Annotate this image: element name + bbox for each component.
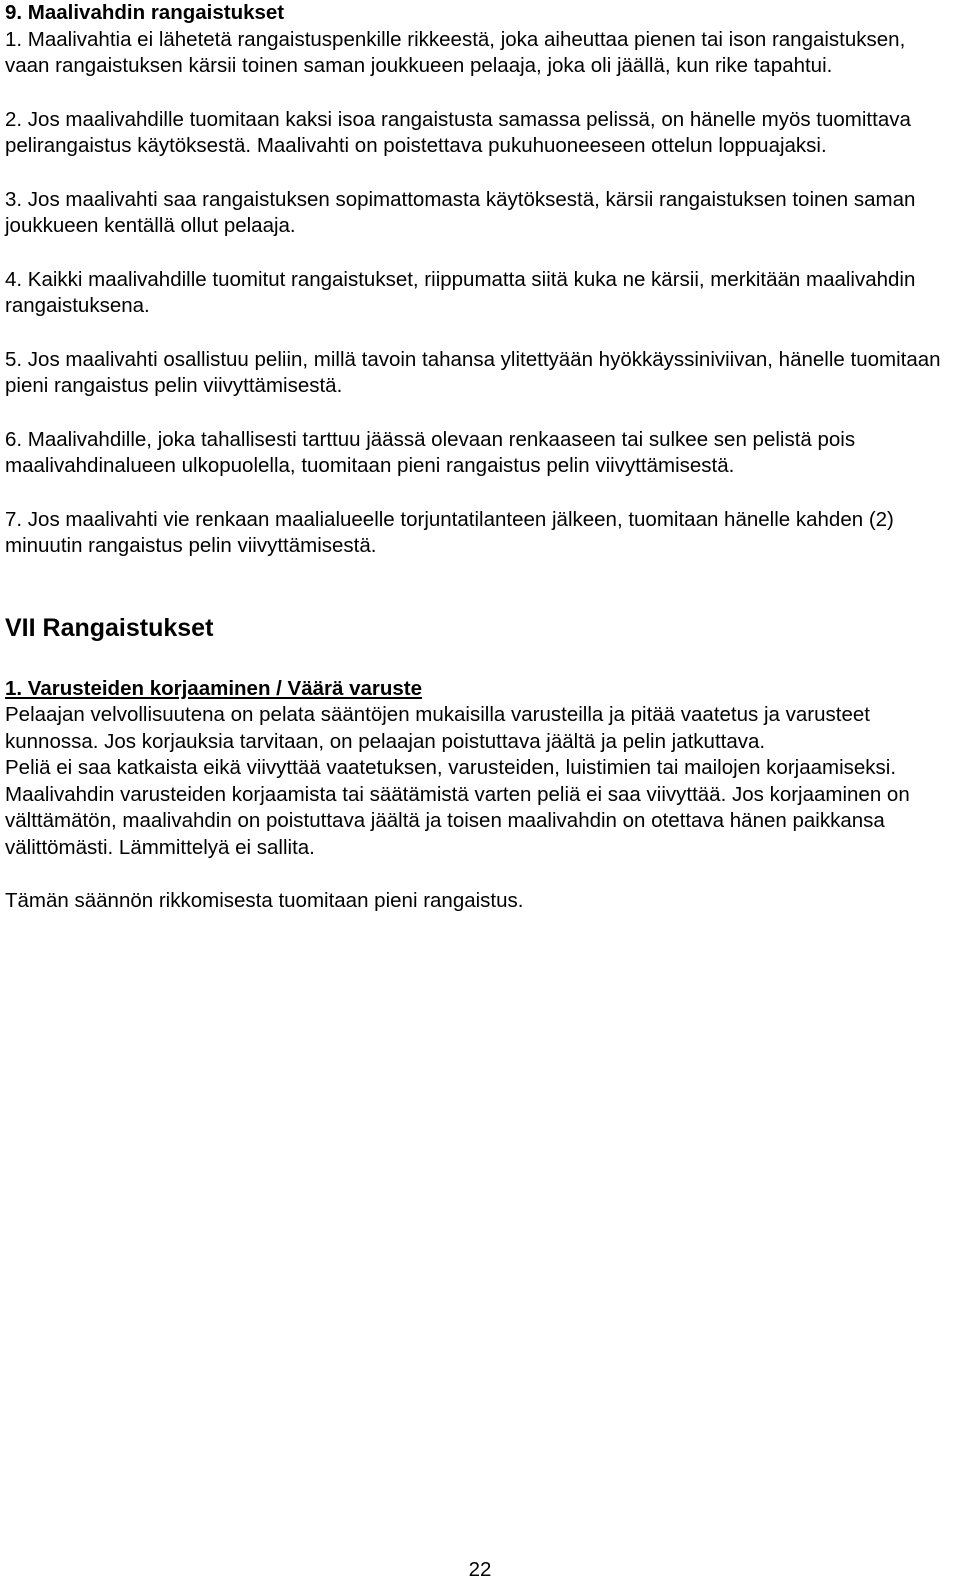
rule-item-2: 2. Jos maalivahdille tuomitaan kaksi isoa rangaistusta samassa pelissä, on hänelle myös tuomittava pelirangaistus käytöksestä. Maalivahti on poistettava pukuhuoneeseen ottelun loppuajaksi. <box>5 107 911 157</box>
paragraph-2: Peliä ei saa katkaista eikä viivyttää vaatetuksen, varusteiden, luistimien tai mailojen korjaamiseksi. <box>5 756 897 779</box>
document-page <box>5 0 955 915</box>
paragraph-3: Maalivahdin varusteiden korjaamista tai säätämistä varten peliä ei saa viivyttää. Jos korjaaminen on välttämätön, maalivahdin on poistuttava jäältä ja toisen maalivahdin on otettava hänen paikkansa välittömästi. Lämmittelyä ei sallita. <box>5 782 910 859</box>
rule-item-7: 7. Jos maalivahti vie renkaan maalialueelle torjuntatilanteen jälkeen, tuomitaan hänelle kahden (2) minuutin rangaistus pelin viivyttämisestä. <box>5 507 894 557</box>
page-number: 22 <box>468 1558 492 1581</box>
rule-item-6: 6. Maalivahdille, joka tahallisesti tarttuu jäässä olevaan renkaaseen tai sulkee sen pelistä pois maalivahdinalueen ulkopuolella, tuomitaan pieni rangaistus pelin viivyttämisestä. <box>5 427 856 477</box>
closing-statement: Tämän säännön rikkomisesta tuomitaan pieni rangaistus. <box>5 889 524 912</box>
paragraph-1: Pelaajan velvollisuutena on pelata sääntöjen mukaisilla varusteilla ja pitää vaatetus ja varusteet kunnossa. Jos korjauksia tarvitaan, on pelaajan poistuttava jäältä ja pelin jatkuttava. <box>5 703 870 753</box>
rule-item-4: 4. Kaikki maalivahdille tuomitut rangaistukset, riippumatta siitä kuka ne kärsii, merkitään maalivahdin rangaistuksena. <box>5 267 916 317</box>
section-title: 9. Maalivahdin rangaistukset <box>5 1 285 24</box>
rule-item-5: 5. Jos maalivahti osallistuu peliin, millä tavoin tahansa ylitettyään hyökkäyssiniviivan, hänelle tuomitaan pieni rangaistus pelin viivyttämisestä. <box>5 347 941 397</box>
rule-item-3: 3. Jos maalivahti saa rangaistuksen sopimattomasta käytöksestä, kärsii rangaistuksen toinen saman joukkueen kentällä ollut pelaaja. <box>5 187 916 237</box>
chapter-subtitle: 1. Varusteiden korjaaminen / Väärä varuste <box>5 676 423 700</box>
chapter-title: VII Rangaistukset <box>5 613 214 642</box>
rule-item-1: 1. Maalivahtia ei lähetetä rangaistuspenkille rikkeestä, joka aiheuttaa pienen tai ison rangaistuksen, vaan rangaistuksen kärsii toinen saman joukkueen pelaaja, joka oli jäällä, kun rike tapahtui. <box>5 27 906 77</box>
